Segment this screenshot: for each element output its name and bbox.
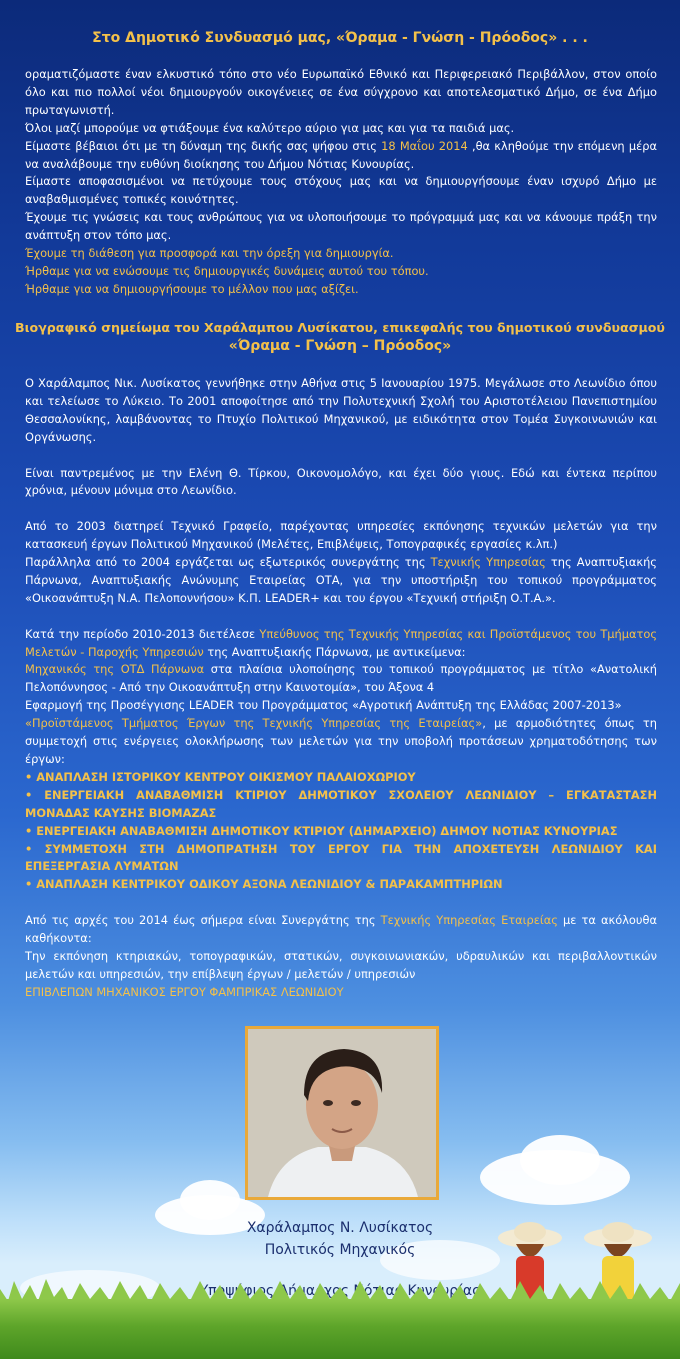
intro-text: ,θα κληθούμε την επόμενη μέρα να αναλάβουμε την ευθύνη διοίκησης του Δήμου Νότιας Κυνουρίας. xyxy=(25,138,657,171)
bio-paragraph xyxy=(25,554,657,608)
bio-title: Βιογραφικό σημείωμα του Χαράλαμπου Λυσίκατου, επικεφαλής του δημοτικού συνδυασμού xyxy=(15,320,665,335)
bio-highlight: Τεχνικής Υπηρεσίας Εταιρείας xyxy=(380,913,558,928)
bio-paragraph: Είναι παντρεμένος με την Ελένη Θ. Τίρκου, Οικονομολόγο, και έχει δύο γιους. Εδώ και έντεκα περίπου χρόνια, μένουν μόνιμα στο Λεωνίδιο. xyxy=(25,465,657,498)
bio-section xyxy=(25,375,657,1002)
bio-text: με τα ακόλουθα καθήκοντα: xyxy=(25,913,657,946)
bio-paragraph xyxy=(25,912,657,948)
grass-field xyxy=(0,1299,680,1359)
intro-paragraph: οραματιζόμαστε έναν ελκυστικό τόπο στο νέο Ευρωπαϊκό Εθνικό και Περιφερειακό Περιβάλλον, στον οποίο όλο και πιο πολλοί νέοι δημιουργούν οικογένειες σε ένα σύγχρονο και αποτελεσματικό Δήμο, σε ένα Δήμο πρωταγωνιστή. xyxy=(25,67,657,117)
project-bullet: • ΕΝΕΡΓΕΙΑΚΗ ΑΝΑΒΑΘΜΙΣΗ ΚΤΙΡΙΟΥ ΔΗΜΟΤΙΚΟΥ ΣΧΟΛΕΙΟΥ ΛΕΩΝΙΔΙΟΥ – ΕΓΚΑΤΑΣΤΑΣΗ ΜΟΝΑΔΑΣ ΚΑΥΣΗΣ ΒΙΟΜΑΖΑΣ xyxy=(25,787,657,820)
page-title: Στο Δημοτικό Συνδυασμό μας, «Όραμα - Γνώση - Πρόοδος» . . . xyxy=(92,30,588,46)
bio-text: Κατά την περίοδο 2010-2013 διετέλεσε xyxy=(25,626,260,641)
bio-highlight: Τεχνικής Υπηρεσίας xyxy=(430,555,546,570)
project-bullet: • ΑΝΑΠΛΑΣΗ ΚΕΝΤΡΙΚΟΥ ΟΔΙΚΟΥ ΑΞΟΝΑ ΛΕΩΝΙΔΙΟΥ & ΠΑΡΑΚΑΜΠΤΗΡΙΩΝ xyxy=(25,877,503,892)
election-date: 18 Μαΐου 2014 xyxy=(381,138,468,153)
intro-section xyxy=(25,66,657,299)
slogan-line: Ήρθαμε για να δημιουργήσουμε το μέλλον που μας αξίζει. xyxy=(25,281,359,296)
bio-text: Από τις αρχές του 2014 έως σήμερα είναι Συνεργάτης της xyxy=(25,913,381,928)
intro-paragraph xyxy=(25,138,657,174)
bio-paragraph xyxy=(25,626,657,662)
bio-text: της Αναπτυξιακής Πάρνωνα, με αντικείμενα: xyxy=(203,644,466,659)
cloud xyxy=(180,1180,240,1220)
bio-text: στα πλαίσια υλοποίησης του τοπικού προγράμματος με τίτλο «Ανατολική Πελοπόννησος - Από την Οικοανάπτυξη στην Καινοτομία», του Άξονα 4 xyxy=(25,662,657,695)
bio-paragraph: Ο Χαράλαμπος Νικ. Λυσίκατος γεννήθηκε στην Αθήνα στις 5 Ιανουαρίου 1975. Μεγάλωσε στο Λεωνίδιο όπου και τελείωσε το Λύκειο. Το 2001 αποφοίτησε από την Πολυτεχνική Σχολή του Αριστοτέλειου Πανεπιστημίου Θεσσαλονίκης, λαμβάνοντας το Πτυχίο Πολιτικού Μηχανικού, με ειδικότητα στον Τομέα Συγκοινωνιών και Οργάνωσης. xyxy=(25,376,657,444)
bio-highlight: «Προϊστάμενος Τμήματος Έργων της Τεχνικής Υπηρεσίας της Εταιρείας» xyxy=(25,716,483,731)
candidate-name: Χαράλαμπος Ν. Λυσίκατος xyxy=(246,1220,434,1236)
bio-text: , με αρμοδιότητες όπως τη συμμετοχή στις ενέργειες ολοκλήρωσης των μελετών για την υποβολή προτάσεων χρηματοδότησης των έργων: xyxy=(25,716,657,766)
bio-paragraph xyxy=(25,715,657,769)
project-bullet: • ΕΝΕΡΓΕΙΑΚΗ ΑΝΑΒΑΘΜΙΣΗ ΔΗΜΟΤΙΚΟΥ ΚΤΙΡΙΟΥ (ΔΗΜΑΡΧΕΙΟ) ΔΗΜΟΥ ΝΟΤΙΑΣ ΚΥΝΟΥΡΙΑΣ xyxy=(25,823,618,838)
slogan-line: Έχουμε τη διάθεση για προσφορά και την όρεξη για δημιουργία. xyxy=(25,246,394,261)
bio-highlight: Υπεύθυνος της Τεχνικής Υπηρεσίας και Προϊστάμενος του Τμήματος Μελετών - Παροχής Υπηρεσιών xyxy=(25,626,658,659)
portrait-illustration xyxy=(248,1029,436,1197)
bio-paragraph: Εφαρμογή της Προσέγγισης LEADER του Προγράμματος «Αγροτική Ανάπτυξη της Ελλάδας 2007-2013» xyxy=(25,698,622,713)
intro-paragraph: Έχουμε τις γνώσεις και τους ανθρώπους για να υλοποιήσουμε το πρόγραμμά μας και να κάνουμε πράξη την ανάπτυξη στον τόπο μας. xyxy=(25,210,657,243)
intro-paragraph: Είμαστε αποφασισμένοι να πετύχουμε τους στόχους μας και να δημιουργήσουμε έναν ισχυρό Δήμο με αναβαθμισμένες τοπικές κοινότητες. xyxy=(25,174,657,207)
bio-title-name: «Όραμα - Γνώση – Πρόοδος» xyxy=(228,338,452,354)
cloud xyxy=(520,1135,600,1185)
intro-text: Είμαστε βέβαιοι ότι με τη δύναμη της δικής σας ψήφου στις xyxy=(25,138,382,153)
intro-paragraph: Όλοι μαζί μπορούμε να φτιάξουμε ένα καλύτερο αύριο για μας και για τα παιδιά μας. xyxy=(25,120,515,135)
candidate-photo xyxy=(245,1026,439,1200)
project-bullet: • ΑΝΑΠΛΑΣΗ ΙΣΤΟΡΙΚΟΥ ΚΕΝΤΡΟΥ ΟΙΚΙΣΜΟΥ ΠΑΛΑΙΟΧΩΡΙΟΥ xyxy=(25,769,416,784)
bio-paragraph: Την εκπόνηση κτηριακών, τοπογραφικών, στατικών, συγκοινωνιακών, υδραυλικών και περιβαλλοντικών μελετών και υπηρεσιών, την επίβλεψη έργων / μελετών / υπηρεσιών xyxy=(25,948,657,981)
bio-text: Παράλληλα από το 2004 εργάζεται ως εξωτερικός συνεργάτης της xyxy=(25,555,431,570)
slogan-line: Ήρθαμε για να ενώσουμε τις δημιουργικές δυνάμεις αυτού του τόπου. xyxy=(25,263,429,278)
bio-highlight: Μηχανικός της ΟΤΔ Πάρνωνα xyxy=(25,662,205,677)
candidate-profession: Πολιτικός Μηχανικός xyxy=(264,1242,416,1258)
bio-paragraph xyxy=(25,661,657,697)
current-role: ΕΠΙΒΛΕΠΩΝ ΜΗΧΑΝΙΚΟΣ ΕΡΓΟΥ ΦΑΜΠΡΙΚΑΣ ΛΕΩΝΙΔΙΟΥ xyxy=(25,984,344,999)
project-bullet: • ΣΥΜΜΕΤΟΧΗ ΣΤΗ ΔΗΜΟΠΡΑΤΗΣΗ ΤΟΥ ΕΡΓΟΥ ΓΙΑ ΤΗΝ ΑΠΟΧΕΤΕΥΣΗ ΛΕΩΝΙΔΙΟΥ ΚΑΙ ΕΠΕΞΕΡΓΑΣΙΑ ΛΥΜΑΤΩΝ xyxy=(25,841,657,874)
bio-paragraph: Από το 2003 διατηρεί Τεχνικό Γραφείο, παρέχοντας υπηρεσίες εκπόνησης τεχνικών μελετών για την κατασκευή έργων Πολιτικού Μηχανικού (Μελέτες, Επιβλέψεις, Τοπογραφικές εργασίες κ.λπ.) xyxy=(25,519,657,552)
bio-text: της Αναπτυξιακής Πάρνωνα, Αναπτυξιακής Ανώνυμης Εταιρείας ΟΤΑ, για την υποστήριξη του τοπικού προγράμματος «Οικοανάπτυξη Ν.Α. Πελοποννήσου» Κ.Π. LEADER+ και του έργου «Τεχνική στήριξη Ο.Τ.Α.». xyxy=(25,555,657,605)
